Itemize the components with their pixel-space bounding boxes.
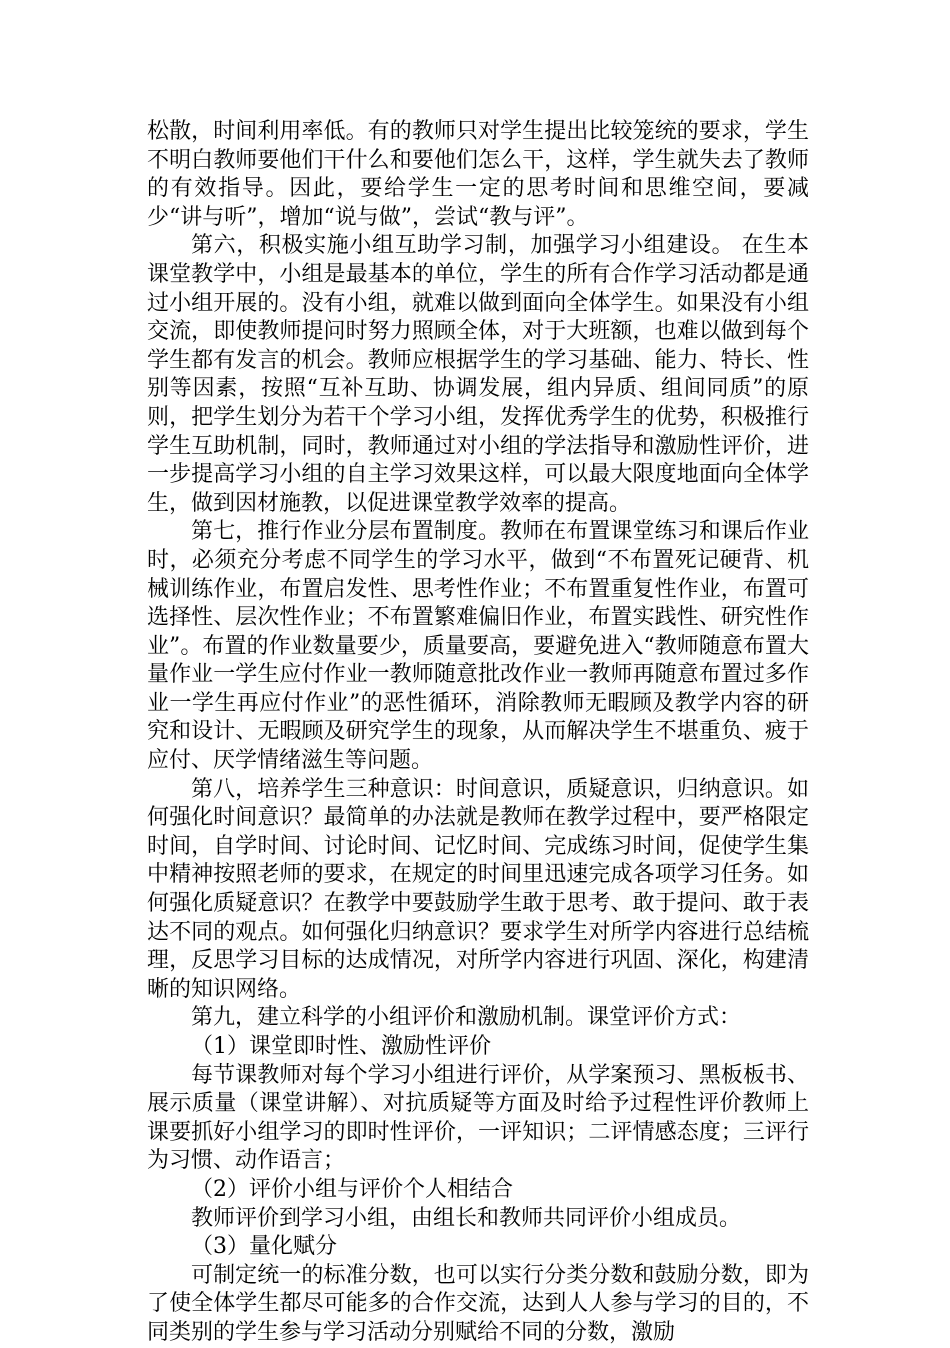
subheading-2: （2）评价小组与评价个人相结合 — [191, 1176, 513, 1202]
paragraph-sixth-point: 第六，积极实施小组互助学习制，加强学习小组建设。 在生本课堂教学中，小组是最基本的单位，学生的所有合作学习活动都是通过小组开展的。没有小组，就难以做到面向全体学生。如果没有小组交流，即使教师提问时努力照顾全体，对于大班额，也难以做到每个学生都有发言的机会。教师应根据学生的学习基础、能力、特长、性别等因素，按照“互补互助、协调发展，组内异质、组间同质”的原则，把学生划分为若干个学习小组，发挥优秀学生的优势，积极推行学生互助机制，同时，教师通过对小组的学法指导和激励性评价，进一步提高学习小组的自主学习效果这样，可以最大限度地面向全体学生，做到因材施教，以促进课堂教学效率的提高。 — [147, 233, 809, 516]
paragraph-evaluation-2: 教师评价到学习小组，由组长和教师共同评价小组成员。 — [191, 1205, 742, 1231]
paragraph-seventh-point: 第七，推行作业分层布置制度。教师在布置课堂练习和课后作业时，必须充分考虑不同学生的学习水平，做到“不布置死记硬背、机械训练作业，布置启发性、思考性作业；不布置重复性作业，布置可选择性、层次性作业；不布置繁难偏旧作业，布置实践性、研究性作业”。布置的作业数量要少，质量要高，要避免进入“教师随意布置大量作业一学生应付作业一教师随意批改作业一教师再随意布置过多作业一学生再应付作业”的恶性循环，消除教师无暇顾及教学内容的研究和设计、无暇顾及研究学生的现象，从而解决学生不堪重负、疲于应付、厌学情绪滋生等问题。 — [147, 519, 809, 774]
paragraph-ninth-point: 第九，建立科学的小组评价和激励机制。课堂评价方式： — [191, 1005, 742, 1031]
paragraph-evaluation-3: 可制定统一的标准分数，也可以实行分类分数和鼓励分数，即为了使全体学生都尽可能多的合作交流，达到人人参与学习的目的，不同类别的学生参与学习活动分别赋给不同的分数，激励 — [147, 1262, 809, 1345]
subheading-3: （3）量化赋分 — [191, 1234, 337, 1260]
paragraph-eighth-point: 第八，培养学生三种意识：时间意识，质疑意识，归纳意识。如何强化时间意识？最简单的办法就是教师在教学过程中，要严格限定时间，自学时间、讨论时间、记忆时间、完成练习时间，促使学生集中精神按照老师的要求，在规定的时间里迅速完成各项学习任务。如何强化质疑意识？在教学中要鼓励学生敢于思考、敢于提问、敢于表达不同的观点。如何强化归纳意识？要求学生对所学内容进行总结梳理，反思学习目标的达成情况，对所学内容进行巩固、深化，构建清晰的知识网络。 — [147, 776, 809, 1002]
document-page — [147, 118, 809, 1348]
paragraph-evaluation-1: 每节课教师对每个学习小组进行评价，从学案预习、黑板板书、展示质量（课堂讲解）、对抗质疑等方面及时给予过程性评价教师上课要抓好小组学习的即时性评价，一评知识；二评情感态度；三评行为习惯、动作语言； — [147, 1062, 809, 1174]
subheading-1: （1）课堂即时性、激励性评价 — [191, 1034, 491, 1059]
paragraph-continued: 松散，时间利用率低。有的教师只对学生提出比较笼统的要求，学生不明白教师要他们干什么和要他们怎么干，这样，学生就失去了教师的有效指导。因此，要给学生一定的思考时间和思维空间，要减少“讲与听”，增加“说与做”，尝试“教与评”。 — [147, 119, 809, 230]
